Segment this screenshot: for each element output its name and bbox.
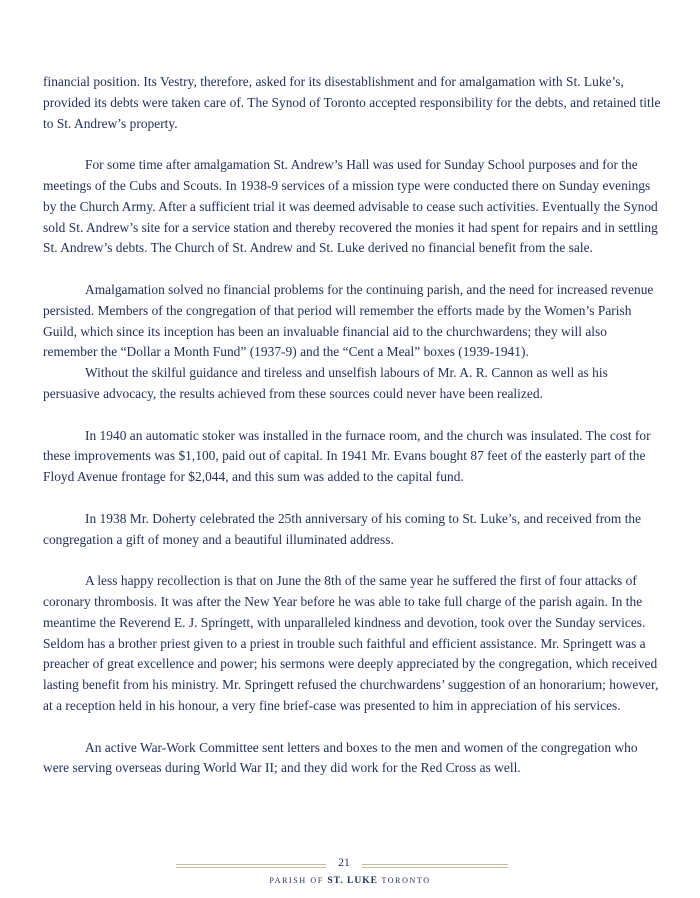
paragraph: For some time after amalgamation St. Andrew’s Hall was used for Sunday School purposes and for the meetings of the Cubs and Scouts. In 1938-9 services of a mission type were conducted there on Sunday evenings by the Church Army. After a sufficient trial it was deemed advisable to cease such activities. Eventually the Synod sold St. Andrew’s site for a service station and thereby recovered the monies it had spent for repairs and in settling St. Andrew’s debts. The Church of St. Andrew and St. Luke derived no financial benefit from the sale.: [43, 157, 658, 256]
paragraph: In 1938 Mr. Doherty celebrated the 25th anniversary of his coming to St. Luke’s, and received from the congregation a gift of money and a beautiful illuminated address.: [43, 510, 642, 547]
paragraph: Without the skilful guidance and tireless and unselfish labours of Mr. A. R. Cannon as well as his persuasive advocacy, the results achieved from these sources could never have been realized.: [43, 365, 608, 401]
footer-prefix: PARISH OF: [269, 876, 324, 885]
footer-rule-right: [362, 864, 508, 865]
footer-parish-name: ST. LUKE: [327, 876, 378, 886]
running-footer: [0, 876, 700, 886]
footer-suffix: TORONTO: [381, 876, 431, 885]
paragraph: In 1940 an automatic stoker was installed in the furnace room, and the church was insulated. The cost for these improvements was $1,100, paid out of capital. In 1941 Mr. Evans bought 87 feet of the easterly part of the Floyd Avenue frontage for $2,044, and this sum was added to the capital fund.: [43, 427, 651, 485]
page-number: 21: [338, 857, 350, 869]
paragraph: A less happy recollection is that on June the 8th of the same year he suffered the first of four attacks of coronary thrombosis. It was after the New Year before he was able to take full charge of the parish again. In the meantime the Reverend E. J. Springett, with unparalleled kindness and devotion, took over the Sunday services. Seldom has a brother priest given to a priest in trouble such faithful and efficient assistance. Mr. Springett was a preacher of great excellence and power; his sermons were deeply appreciated by the congregation, which received lasting benefit from his ministry. Mr. Springett refused the churchwardens’ suggestion of an honorarium; however, at a reception held in his honour, a very fine brief-case was presented to him in appreciation of his services.: [43, 573, 659, 713]
paragraph: An active War-Work Committee sent letters and boxes to the men and women of the congregation who were serving overseas during World War II; and they did work for the Red Cross as well.: [43, 739, 638, 776]
body-text: [43, 72, 663, 779]
paragraph: financial position. Its Vestry, therefore, asked for its disestablishment and for amalgamation with St. Luke’s, provided its debts were taken care of. The Synod of Toronto accepted responsibility for the debts, and retained title to St. Andrew’s property.: [43, 74, 661, 131]
paragraph: Amalgamation solved no financial problems for the continuing parish, and the need for increased revenue persisted. Members of the congregation of that period will remember the efforts made by the Women’s Parish Guild, which since its inception has been an invaluable financial aid to the churchwardens; they will also remember the “Dollar a Month Fund” (1937-9) and the “Cent a Meal” boxes (1939-1941).: [43, 281, 654, 360]
footer-rule-left: [176, 864, 326, 865]
